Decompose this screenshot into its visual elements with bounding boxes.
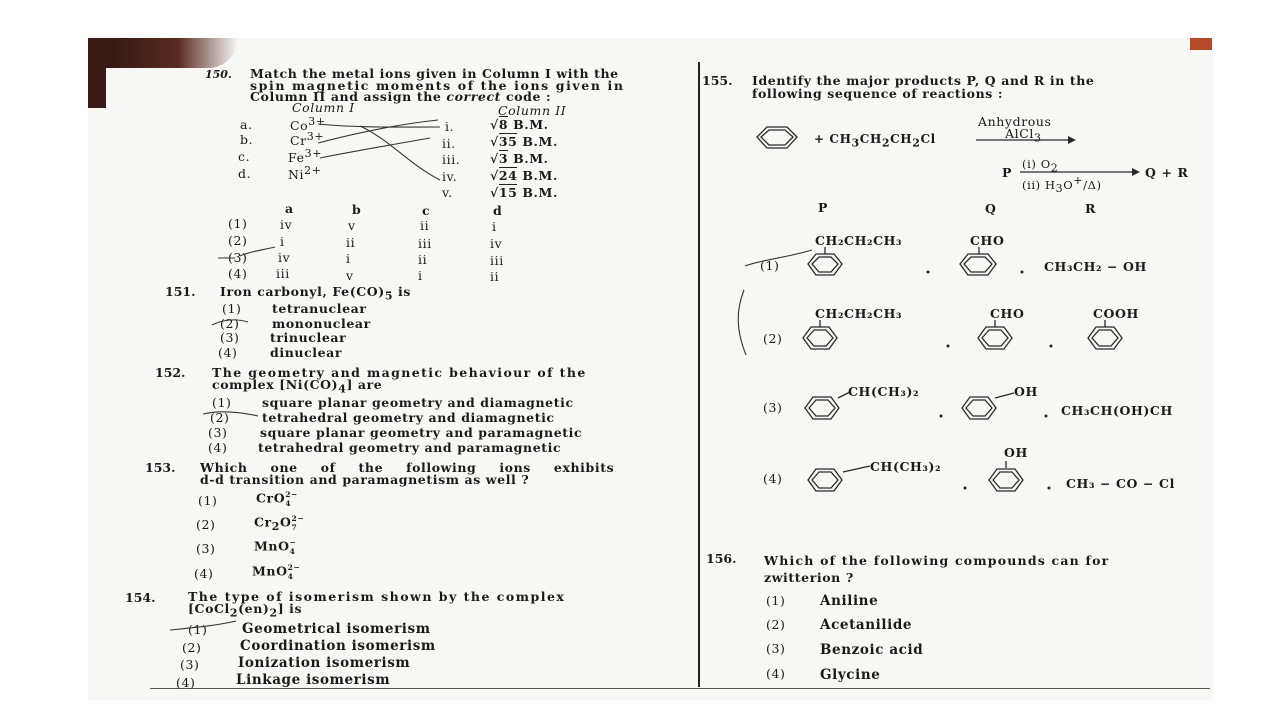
question-text-line: following sequence of reactions : [752,86,1004,101]
option-text[interactable]: tetrahedral geometry and paramagnetic [258,440,562,455]
option-text[interactable]: Acetanilide [820,617,913,633]
reagent-step-ii: (ii) $H_3O^+/\Delta$) [1022,174,1102,196]
option-text[interactable]: Benzoic acid [820,642,924,658]
match-label: b. [240,132,254,147]
match-label: iii. [442,152,461,167]
option-number: (1) [766,593,786,608]
code-cell: v [348,218,356,233]
code-cell: iv [490,236,503,251]
question-text-line: spin magnetic moments of the ions given in [250,78,625,93]
benzene-ring-icon [978,320,1012,349]
benzene-ring-icon [962,393,1014,419]
option-number: (4) [218,345,238,360]
question-text-line: complex $[Ni(CO)_4]$ are [212,377,383,396]
option-number: (2) [182,640,202,655]
question-number: 153. [145,460,176,475]
option-text[interactable]: Glycine [820,667,881,683]
code-header: d [493,203,503,218]
code-cell: ii [420,218,430,233]
question-text-line: zwitterion ? [764,570,854,585]
pen-tick-icon [170,247,812,630]
option-number: (2) [196,517,216,532]
option-number: (4) [208,440,228,455]
match-label: iv. [442,169,458,184]
question-text-line: The geometry and magnetic behaviour of the [212,365,587,380]
code-header: b [352,202,362,217]
magnetic-moment: √8 B.M. [490,117,549,132]
option-number: (1) [760,258,780,273]
code-cell: ii [490,269,500,284]
option-number: (1) [212,395,232,410]
substituent-q[interactable]: CHO [990,306,1025,321]
magnetic-moment: √3 B.M. [490,151,549,166]
question-text-line: Which one of the following ions exhibits [200,460,615,475]
question-text-line: Match the metal ions given in Column I with the [250,66,619,81]
option-formula[interactable]: MnO 2− 4 [252,563,301,581]
reagent-step-i: (i) $O_2$ [1022,157,1059,175]
option-number: (1) [228,216,248,231]
match-label: a. [240,117,253,132]
option-number: (3) [220,330,240,345]
substituent-p[interactable]: CH(CH₃)₂ [870,459,942,474]
substituent-q[interactable]: OH [1014,384,1038,399]
option-number: (2) [210,410,230,425]
option-text[interactable]: square planar geometry and diamagnetic [262,395,574,410]
option-number: (3) [208,425,228,440]
option-number: (4) [766,666,786,681]
code-cell: v [346,268,354,283]
code-cell: iv [278,250,291,265]
option-text[interactable]: Aniline [820,593,879,609]
code-cell: i [492,219,497,234]
metal-ion: $Fe^{3+}$ [288,147,323,166]
match-label: d. [238,166,252,181]
products-q-r: Q + R [1145,165,1189,180]
column-ii-header: Column II [498,103,567,118]
option-number: (4) [176,675,196,690]
option-text[interactable]: Ionization isomerism [238,655,411,671]
catalyst-formula: AlCl$_3$ [1005,126,1042,145]
code-cell: iii [418,236,432,251]
substituent-p[interactable]: CH₂CH₂CH₃ [815,233,903,248]
question-number: 152. [155,365,186,380]
question-text-line: Column II and assign the correct code : [250,89,552,104]
option-number: (2) [228,233,248,248]
match-label: v. [442,185,453,200]
option-number: (3) [228,250,248,265]
option-number: (3) [766,641,786,656]
match-label: i. [445,119,455,134]
pen-bracket [738,290,746,355]
code-cell: iii [276,266,290,281]
intermediate-p: P [1002,165,1012,180]
code-header: a [285,201,294,216]
metal-ion: $Co^{3+}$ [290,115,326,134]
option-number: (1) [188,622,208,637]
option-formula[interactable]: MnO − 4 [254,538,297,556]
magnetic-moment: √15 B.M. [490,185,558,200]
option-text[interactable]: mononuclear [272,316,371,331]
separator-dots [927,271,1053,490]
substituent-r[interactable]: COOH [1093,306,1139,321]
column-i-header: Column I [292,100,355,115]
reaction-arrow-icon [1020,168,1140,176]
question-text-line: $[CoCl_2(en)_2]$ is [188,601,303,620]
benzene-ring-icon [808,466,870,491]
question-text-line: Which of the following compounds can for [764,553,1110,568]
code-header: c [422,203,431,218]
pen-match-lines [318,120,440,180]
option-formula[interactable]: CrO 2− 4 [256,490,298,508]
column-head-p: P [818,200,828,215]
benzene-ring-icon [803,320,837,349]
option-number: (3) [196,541,216,556]
column-head-r: R [1085,201,1096,216]
benzene-ring-icon [808,247,842,275]
question-number: 155. [702,73,733,88]
substituent-q[interactable]: OH [1004,445,1028,460]
code-cell: i [280,234,285,249]
substituent-q[interactable]: CHO [970,233,1005,248]
option-number: (3) [763,400,783,415]
benzene-ring-icon [757,127,797,148]
option-text[interactable]: tetranuclear [272,301,367,316]
reaction-arrow-icon [976,136,1076,144]
magnetic-moment: √35 B.M. [490,134,558,149]
option-number: (4) [763,471,783,486]
catalyst-label: Anhydrous [978,114,1052,129]
question-number: 151. [165,284,196,299]
question-number: 156. [706,551,737,566]
option-number: (2) [220,316,240,331]
option-text[interactable]: dinuclear [270,345,343,360]
code-cell: i [418,268,423,283]
option-text[interactable]: tetrahedral geometry and diamagnetic [262,410,555,425]
question-text-line: Iron carbonyl, $Fe(CO)_5$ is [220,284,412,303]
question-text-line: Identify the major products P, Q and R in the [752,73,1095,88]
code-cell: iv [280,217,293,232]
code-cell: i [346,251,351,266]
substituent-p[interactable]: CH₂CH₂CH₃ [815,306,903,321]
benzene-ring-icon [989,461,1023,491]
option-text[interactable]: square planar geometry and paramagnetic [260,425,583,440]
benzene-ring-icon [960,247,996,275]
match-label: ii. [442,136,456,151]
code-cell: ii [418,252,428,267]
option-number: (4) [228,266,248,281]
code-cell: iii [490,253,504,268]
option-number: (3) [180,657,200,672]
option-number: (1) [198,493,218,508]
magnetic-moment: √24 B.M. [490,168,558,183]
product-r[interactable]: CH₃ − CO − Cl [1066,476,1175,491]
product-r[interactable]: CH₃CH₂ − OH [1044,259,1147,274]
question-number: 150. [205,68,232,81]
option-text[interactable]: Geometrical isomerism [242,621,431,637]
option-number: (2) [766,617,786,632]
option-number: (4) [194,566,214,581]
question-text-line: The type of isomerism shown by the complex [188,589,566,604]
benzene-ring-icon [1088,320,1122,349]
option-text[interactable]: trinuclear [270,330,347,345]
metal-ion: $Ni^{2+}$ [288,164,322,183]
substituent-p[interactable]: CH(CH₃)₂ [848,384,920,399]
match-label: c. [238,149,251,164]
question-number: 154. [125,590,156,605]
option-text[interactable]: Coordination isomerism [240,638,436,654]
option-formula[interactable]: $Cr_2O$ 2− 7 [254,514,305,533]
option-number: (2) [763,331,783,346]
question-text-line: d-d transition and paramagnetism as well ? [200,472,530,487]
code-cell: ii [346,235,356,250]
option-number: (1) [222,301,242,316]
reagent: + $CH_3CH_2CH_2Cl$ [814,132,936,150]
benzene-ring-icon [805,392,850,419]
column-head-q: Q [985,201,997,216]
option-text[interactable]: Linkage isomerism [236,672,391,688]
product-r[interactable]: CH₃CH(OH)CH [1061,403,1173,418]
metal-ion: $Cr^{3+}$ [290,130,325,149]
